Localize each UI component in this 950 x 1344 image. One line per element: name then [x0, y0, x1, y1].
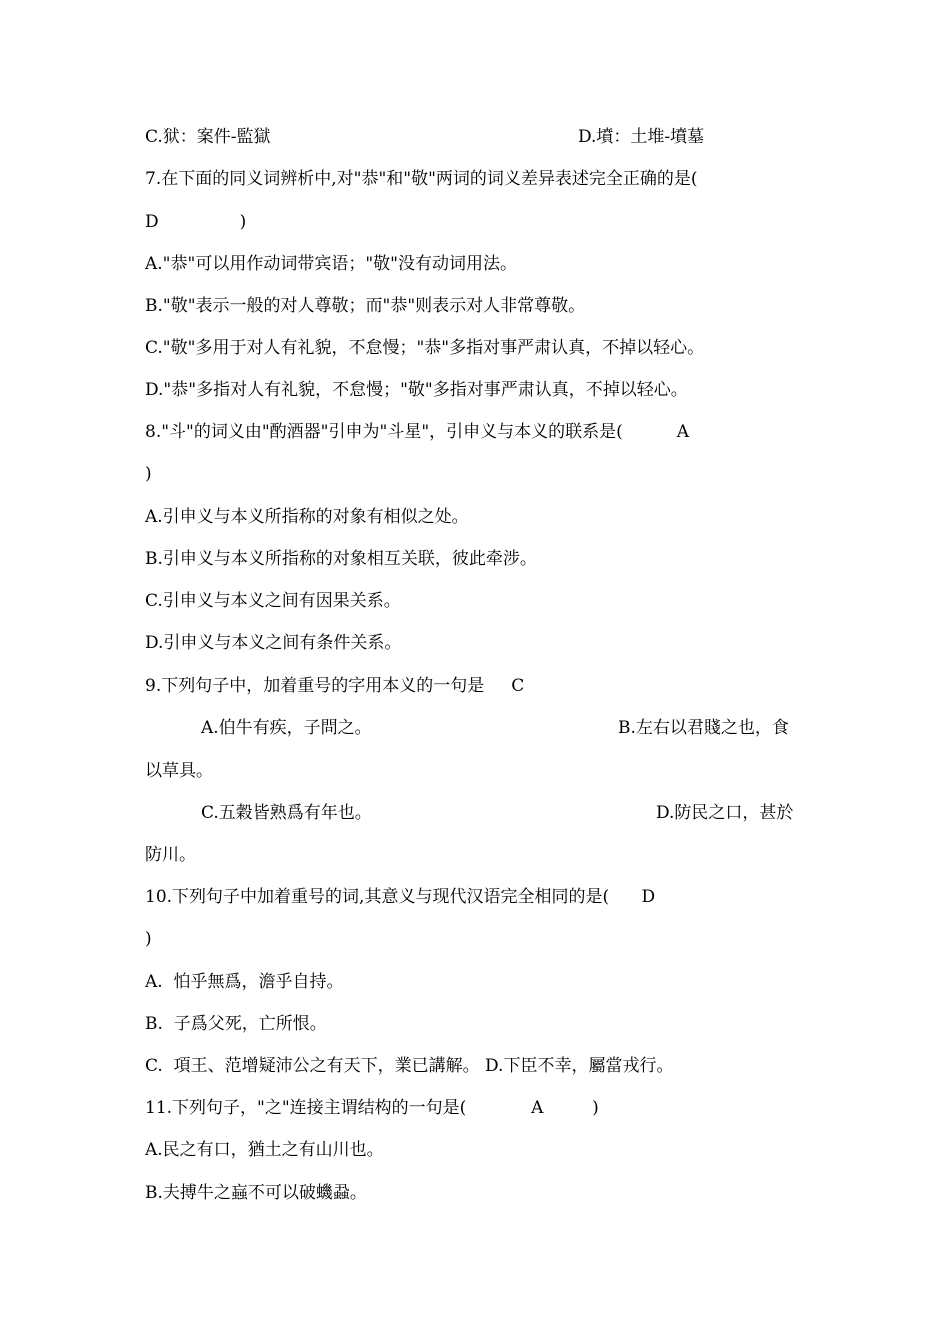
option-c-line: C.狱：案件-監獄 [145, 127, 271, 147]
q7-option-a: A."恭"可以用作动词带宾语；"敬"没有动词用法。 [145, 254, 517, 274]
q10-option-a: A. 怕乎無爲，澹乎自持。 [145, 972, 344, 992]
q9-option-c: C.五穀皆熟爲有年也。 [201, 803, 372, 823]
q7-option-b: B."敬"表示一般的对人尊敬；而"恭"则表示对人非常尊敬。 [145, 296, 586, 316]
question-11: 11.下列句子，"之"连接主谓结构的一句是( A ) [145, 1098, 599, 1118]
question-10: 10.下列句子中加着重号的词,其意义与现代汉语完全相同的是( D [145, 887, 656, 907]
q10-option-c-d: C. 項王、范增疑沛公之有天下，業已講解。 D.下臣不幸，屬當戎行。 [145, 1056, 674, 1076]
question-9: 9.下列句子中，加着重号的字用本义的一句是 C [145, 676, 525, 696]
question-7-answer: D ) [145, 212, 247, 232]
q8-option-b: B.引申义与本义所指称的对象相互关联，彼此牵涉。 [145, 549, 537, 569]
q11-option-a: A.民之有口，猶土之有山川也。 [145, 1140, 384, 1160]
q9-option-d-cont: 防川。 [145, 845, 196, 865]
question-10-close: ) [145, 929, 152, 949]
q9-option-b: B.左右以君賤之也，食 [618, 718, 789, 738]
q9-option-d: D.防民之口，甚於 [656, 803, 794, 823]
option-d-line: D.墳：土堆-墳墓 [578, 127, 705, 147]
question-8-close: ) [145, 464, 152, 484]
q9-option-b-cont: 以草具。 [145, 761, 213, 781]
q7-option-d: D."恭"多指对人有礼貌，不怠慢；"敬"多指对事严肃认真，不掉以轻心。 [145, 380, 688, 400]
q8-option-c: C.引申义与本义之间有因果关系。 [145, 591, 401, 611]
q9-option-a: A.伯牛有疾，子問之。 [201, 718, 372, 738]
q8-option-d: D.引申义与本义之间有条件关系。 [145, 633, 402, 653]
question-8: 8."斗"的词义由"酌酒器"引申为"斗星"，引申义与本义的联系是( A [145, 422, 690, 442]
q11-option-b: B.夫搏牛之蝱不可以破蟣蝨。 [145, 1183, 367, 1203]
q7-option-c: C."敬"多用于对人有礼貌，不怠慢；"恭"多指对事严肃认真，不掉以轻心。 [145, 338, 705, 358]
q8-option-a: A.引申义与本义所指称的对象有相似之处。 [145, 507, 469, 527]
q10-option-b: B. 子爲父死，亡所恨。 [145, 1014, 327, 1034]
question-7: 7.在下面的同义词辨析中,对"恭"和"敬"两词的词义差异表述完全正确的是( [145, 169, 698, 189]
